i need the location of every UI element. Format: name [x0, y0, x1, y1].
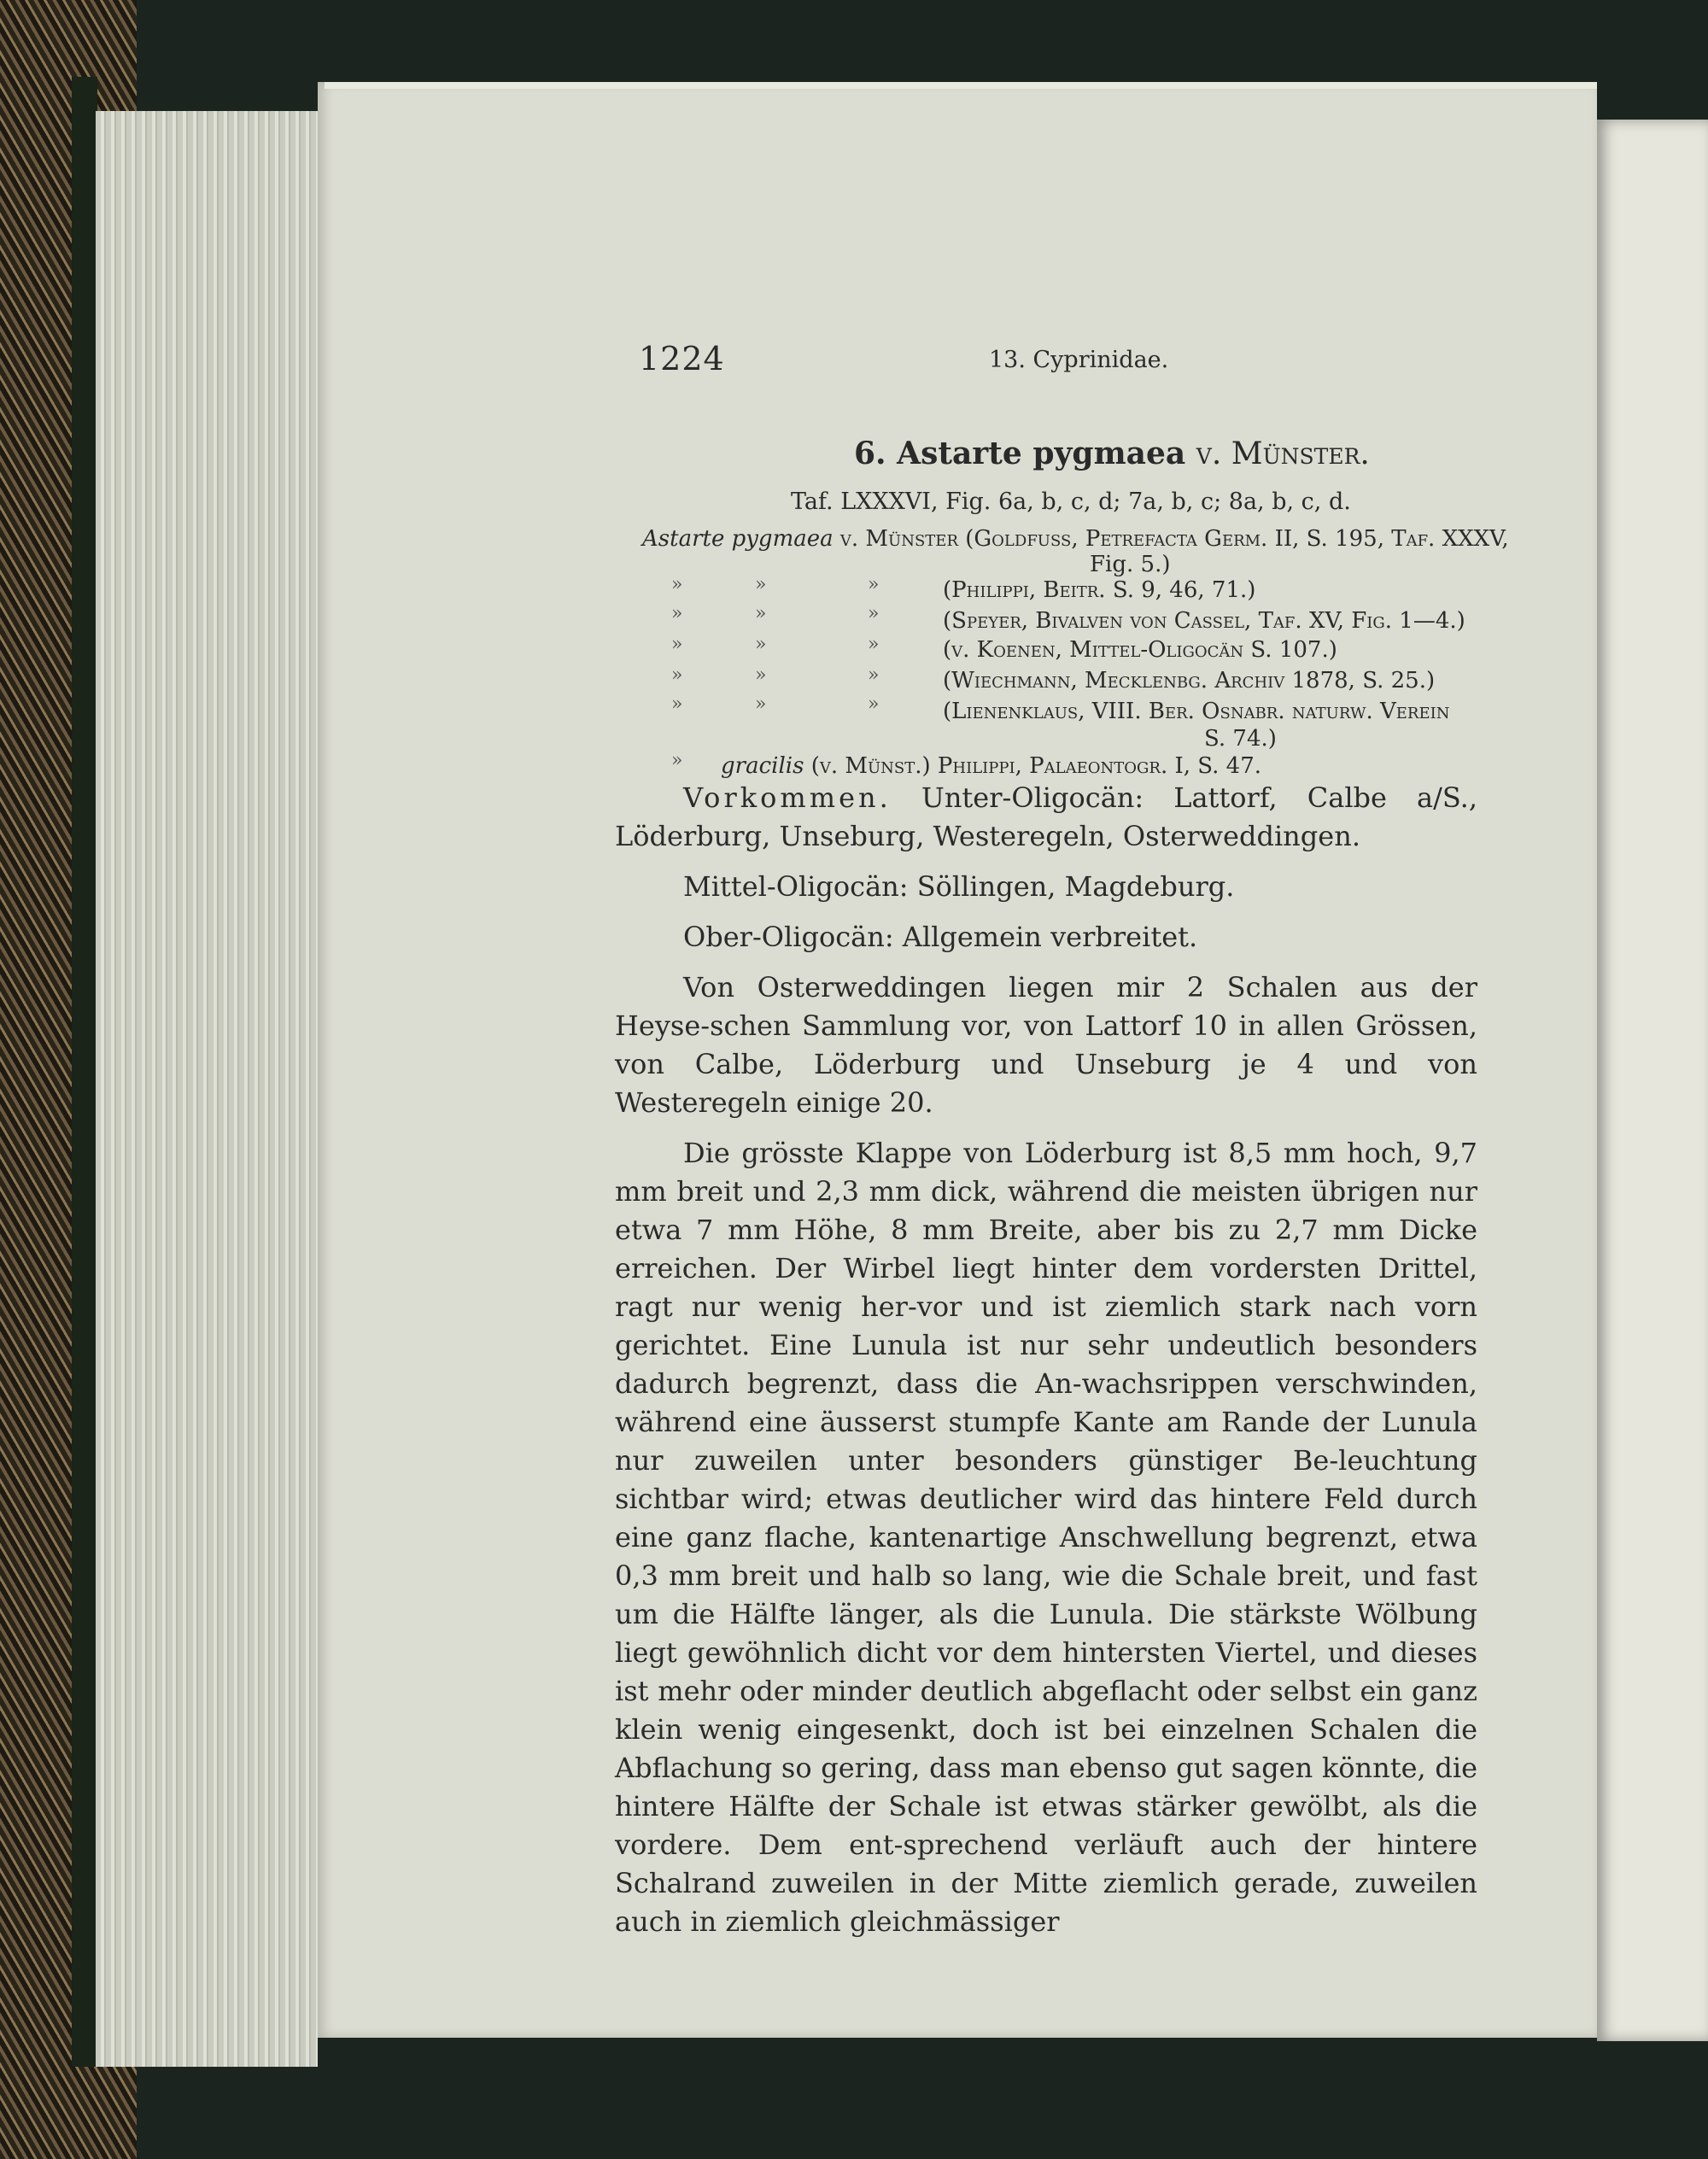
synonym-name: Astarte pygmaea [642, 526, 834, 552]
plate-reference: Taf. LXXXVI, Fig. 6a, b, c, d; 7a, b, c; 8a, b, c, d. [791, 489, 1351, 515]
ditto-mark: » [868, 574, 880, 595]
synonym-gracilis-name: gracilis [721, 753, 804, 779]
page-top-edge [325, 82, 1597, 89]
ditto-mark: » [868, 603, 880, 624]
ditto-mark: » [755, 574, 767, 595]
synonym-reference: (Goldfuss, Petrefacta Germ. II, S. 195, Taf. XXXV, [965, 526, 1509, 552]
ditto-mark: » [868, 664, 880, 686]
page-stack-edges [96, 111, 318, 2067]
ditto-mark: » [671, 693, 683, 715]
page-header [639, 340, 1493, 391]
ditto-mark: » [671, 634, 683, 655]
ditto-mark: » [671, 603, 683, 624]
entry-title [854, 436, 1370, 471]
occurrence-ober: Ober-Oligocän: Allgemein verbreitet. [683, 921, 1198, 953]
occurrence-mittel: Mittel-Oligocän: Söllingen, Magdeburg. [683, 870, 1235, 903]
entry-name: Astarte pygmaea [897, 436, 1186, 471]
occurrence-unter-text: Unter-Oligocän: Lattorf, Calbe a/S., Löderburg, Unseburg, Westeregeln, Osterweddingen. [615, 781, 1477, 852]
running-title: 13. Cyprinidae. [989, 347, 1169, 373]
synonym-ref-speyer: (Speyer, Bivalven von Cassel, Taf. XV, Fig. 1—4.) [943, 608, 1465, 634]
synonym-gracilis [721, 753, 1261, 779]
synonym-gracilis-ref: (v. Münst.) Philippi, Palaeontogr. I, S. 47. [810, 753, 1262, 779]
synonym-line-1 [642, 526, 1509, 552]
synonym-line-1-cont: Fig. 5.) [1090, 552, 1171, 577]
synonym-author: v. Münster [839, 526, 958, 552]
occurrence-heading: Vorkommen. [683, 781, 892, 814]
synonym-ref-philippi: (Philippi, Beitr. S. 9, 46, 71.) [943, 577, 1256, 603]
ditto-mark: » [755, 664, 767, 686]
synonym-ref-lienenklaus-cont: S. 74.) [1204, 726, 1277, 752]
occurrence-unter [615, 779, 1477, 856]
synonym-ref-wiechmann: (Wiechmann, Mecklenbg. Archiv 1878, S. 25.) [943, 668, 1436, 693]
body-text [615, 779, 1477, 1953]
ditto-mark: » [671, 750, 683, 771]
ditto-mark: » [755, 693, 767, 715]
ditto-mark: » [755, 603, 767, 624]
ditto-mark: » [671, 574, 683, 595]
ditto-mark: » [755, 634, 767, 655]
book-spine [72, 77, 97, 2067]
paragraph-2: Die grösste Klappe von Löderburg ist 8,5 mm hoch, 9,7 mm breit und 2,3 mm dick, während die meisten übrigen nur etwa 7 mm Höhe, 8 mm Breite, aber bis zu 2,7 mm Dicke erreichen. Der Wirbel liegt hinter dem vordersten Drittel, ragt nur wenig her-vor und ist ziemlich stark nach vorn gerichtet. Eine Lunula ist nur sehr undeutlich besonders dadurch begrenzt, dass die An-wachsrippen verschwinden, während eine äusserst stumpfe Kante am Rande der Lunula nur zuweilen unter besonders günstiger Be-leuchtung sichtbar wird; etwas deutlicher wird das hintere Feld durch eine ganz flache, kantenartige Anschwellung begrenzt, etwa 0,3 mm breit und halb so lang, wie die Schale breit, und fast um die Hälfte länger, als die Lunula. Die stärkste Wölbung liegt gewöhnlich dicht vor dem hintersten Viertel, und dieses ist mehr oder minder deutlich abgeflacht oder selbst ein ganz klein wenig eingesenkt, doch ist bei einzelnen Schalen die Abflachung so gering, dass man ebenso gut sagen könnte, die hintere Hälfte der Schale ist etwas stärker gewölbt, als die vordere. Dem ent-sprechend verläuft auch der hintere Schalrand zuweilen in der Mitte ziemlich gerade, zuweilen auch in ziemlich gleichmässiger [615, 1137, 1477, 1938]
entry-author: v. Münster. [1196, 436, 1370, 471]
ditto-mark: » [671, 664, 683, 686]
synonym-ref-lienenklaus: (Lienenklaus, VIII. Ber. Osnabr. naturw. Verein [943, 699, 1450, 724]
facing-page-edge [1597, 120, 1708, 2041]
entry-number: 6. [854, 436, 886, 471]
synonym-ref-koenen: (v. Koenen, Mittel-Oligocän S. 107.) [943, 637, 1337, 663]
ditto-mark: » [868, 693, 880, 715]
ditto-mark: » [868, 634, 880, 655]
paragraph-1: Von Osterweddingen liegen mir 2 Schalen aus der Heyse-schen Sammlung vor, von Lattorf 10 in allen Grössen, von Calbe, Löderburg und Unseburg je 4 und von Westeregeln einige 20. [615, 971, 1477, 1119]
page-number: 1224 [639, 340, 725, 377]
